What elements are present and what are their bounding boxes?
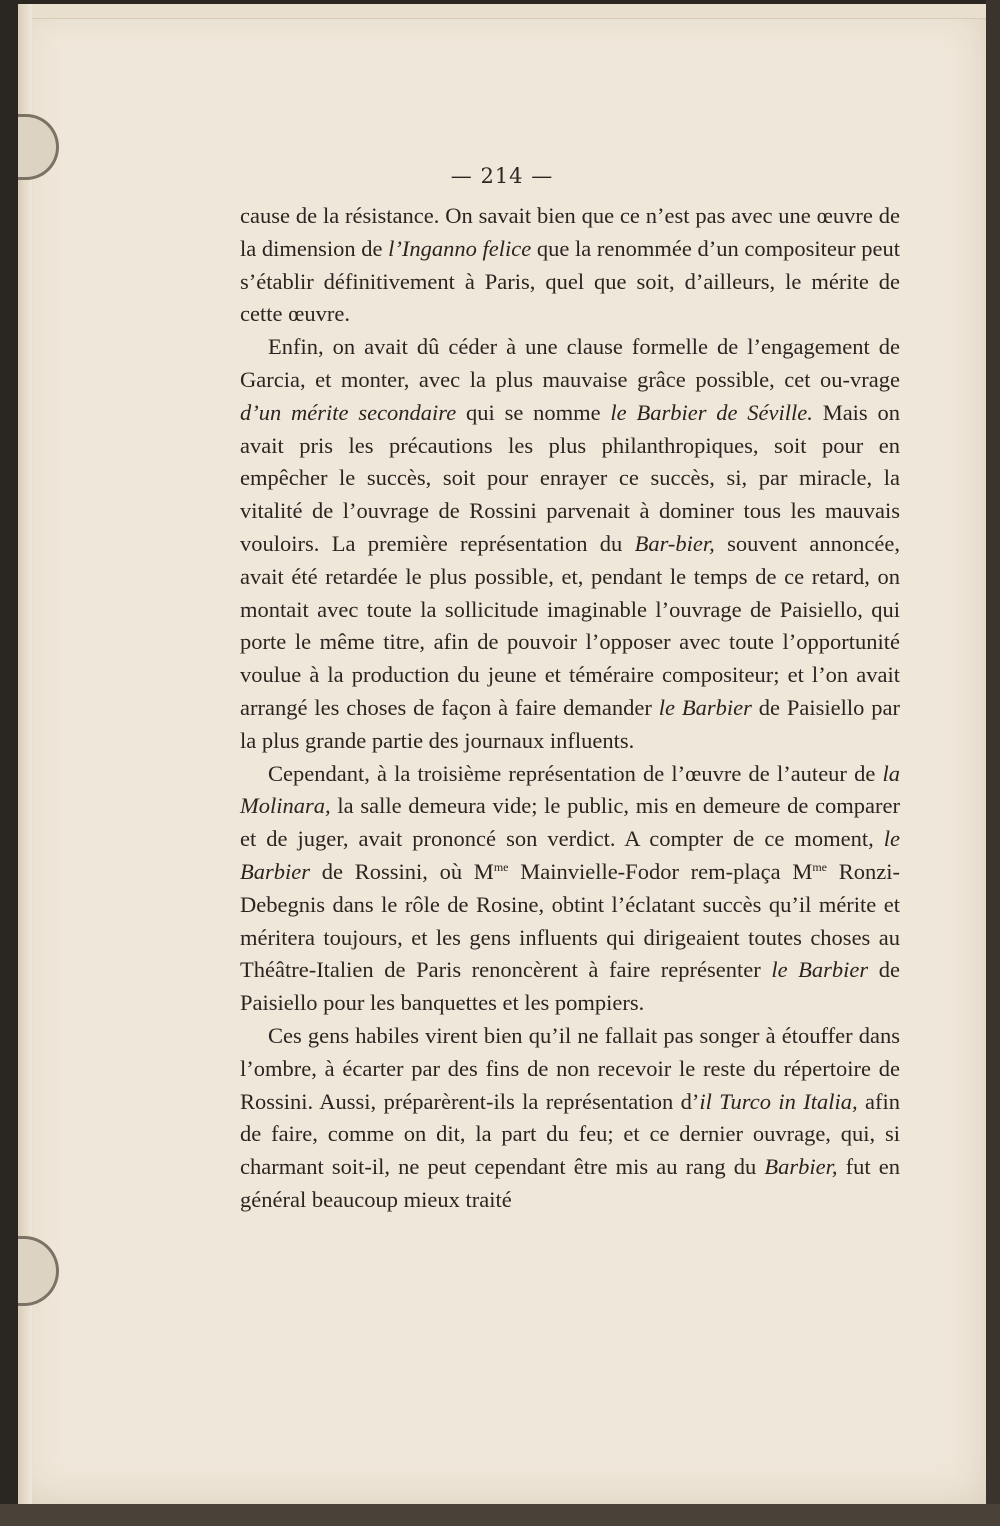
- scan-bottom-edge: [0, 1504, 1000, 1526]
- text-run: cause de la résistance. On savait bien que ce n’est pas avec une œuvre de la dimension de: [240, 203, 900, 261]
- paragraph: [240, 758, 900, 1020]
- book-page: [18, 4, 986, 1504]
- text-run: de Rossini, où M: [310, 858, 494, 884]
- italic-title: l’Inganno felice: [388, 235, 532, 261]
- text-run: Mainvielle-Fodor rem-plaça M: [508, 858, 813, 884]
- text-run: fut en général beaucoup mieux traité: [240, 1154, 900, 1212]
- text-run: Cependant, à la troisième représentation de l’œuvre de l’auteur de: [268, 760, 883, 786]
- text-run: de Paisiello par la plus grande partie des journaux influents.: [240, 694, 901, 753]
- paragraph: [240, 331, 900, 757]
- text-run: souvent annoncée, avait été retardée le plus possible, et, pendant le temps de ce retard, on montait avec toute la sollicitude imaginable l’ouvrage de Paisiello, qui porte le même titre, afin de pouvoir l’opposer avec toute l’opportunité voulue à la production du jeune et téméraire compositeur; et l’on avait arrangé les choses de façon à faire demander: [240, 530, 900, 720]
- text-run: la salle demeura vide; le public, mis en demeure de comparer et de juger, avait prononcé son verdict. A compter de ce moment,: [240, 793, 900, 852]
- text-run: afin de faire, comme on dit, la part du feu; et ce dernier ouvrage, qui, si charmant soit-il, ne peut cependant être mis au rang du: [240, 1088, 900, 1180]
- italic-title: il Turco in Italia,: [699, 1088, 858, 1114]
- italic-title: le Barbier: [771, 957, 869, 983]
- body-text: [240, 200, 900, 1217]
- page-top-edge: [18, 4, 986, 19]
- text-run: Mais on avait pris les précautions les plus philanthropiques, soit pour en empêcher le succès, soit pour enrayer ce succès, si, par miracle, la vitalité de l’ouvrage de Rossini parvenait à dominer tous les mauvais vouloirs. La première représentation du: [240, 399, 900, 556]
- paragraph: [240, 1020, 900, 1217]
- italic-title: Bar-bier,: [634, 530, 715, 556]
- italic-title: d’un mérite secondaire: [240, 399, 457, 425]
- italic-title: le Barbier: [658, 694, 752, 720]
- page-number: — 214 —: [450, 164, 554, 188]
- text-run: qui se nomme: [456, 399, 611, 425]
- text-run: que la renommée d’un compositeur peut s’établir définitivement à Paris, quel que soit, d’ailleurs, le mérite de cette œuvre.: [240, 235, 900, 327]
- scan-right-edge: [986, 0, 1000, 1526]
- italic-title: le Barbier: [240, 826, 900, 884]
- italic-title: le Barbier de Séville.: [610, 399, 813, 425]
- text-run: Ronzi-Debegnis dans le rôle de Rosine, obtint l’éclatant succès qu’il mérite et méritera toujours, et les gens influents qui dirigeaient toutes choses au Théâtre-Italien de Paris renoncèrent à faire représenter: [240, 858, 900, 983]
- superscript: me: [812, 859, 828, 874]
- italic-title: Barbier,: [764, 1154, 838, 1180]
- binding-clip-bottom: [18, 1236, 59, 1306]
- superscript: me: [493, 859, 509, 874]
- italic-title: la Molinara,: [240, 760, 900, 819]
- paragraph: [240, 200, 900, 331]
- text-run: de Paisiello pour les banquettes et les pompiers.: [240, 957, 900, 1016]
- text-run: Enfin, on avait dû céder à une clause formelle de l’engagement de Garcia, et monter, avec la plus mauvaise grâce possible, cet ou-vrage: [240, 334, 900, 392]
- text-run: Ces gens habiles virent bien qu’il ne fallait pas songer à étouffer dans l’ombre, à écarter par des fins de non recevoir le reste du répertoire de Rossini. Aussi, préparèrent-ils la représentation d’: [240, 1022, 900, 1114]
